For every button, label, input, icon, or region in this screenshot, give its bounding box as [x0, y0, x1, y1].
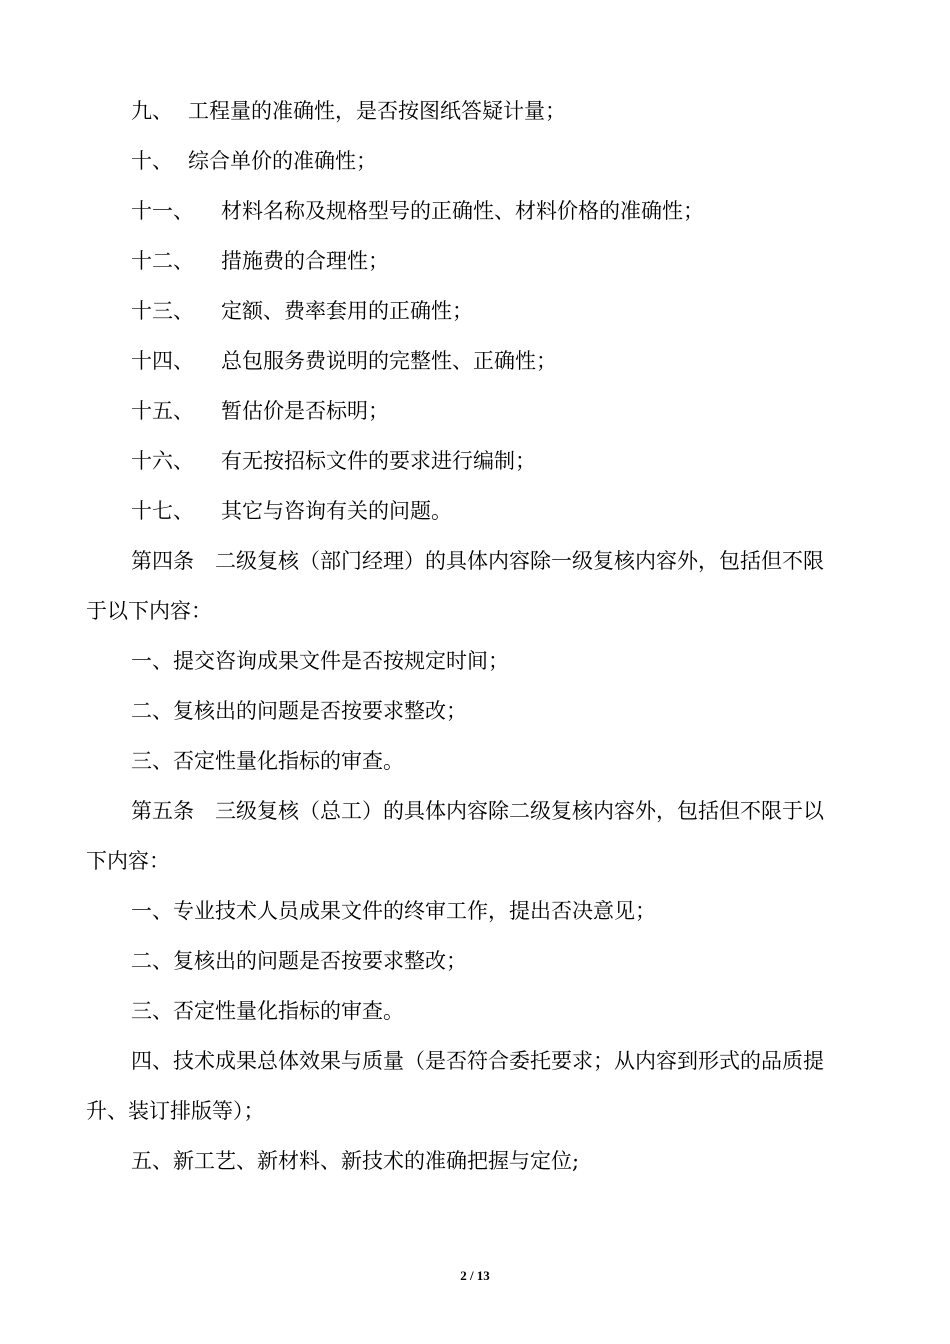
list-item: [86, 486, 876, 536]
item-number: 十一、: [131, 199, 194, 223]
item-number: 十二、: [131, 249, 194, 273]
article-4-heading-cont: 于以下内容：: [86, 599, 212, 623]
list-item: 二、复核出的问题是否按要求整改；: [131, 949, 467, 973]
list-item: [86, 86, 876, 136]
list-item: 一、专业技术人员成果文件的终审工作，提出否决意见；: [131, 899, 656, 923]
list-item: [86, 286, 876, 336]
list-item: 三、否定性量化指标的审查。: [131, 749, 404, 773]
list-item-4-line1: 四、技术成果总体效果与质量（是否符合委托要求；从内容到形式的品质提: [131, 1049, 824, 1073]
list-item: [86, 136, 876, 186]
item-text: 综合单价的准确性；: [188, 149, 377, 173]
item-text: 定额、费率套用的正确性；: [221, 299, 473, 323]
list-item: 三、否定性量化指标的审查。: [131, 999, 404, 1023]
item-number: 十五、: [131, 399, 194, 423]
list-item: [86, 236, 876, 286]
list-item: [86, 436, 876, 486]
item-number: 十、: [131, 149, 173, 173]
item-number: 十六、: [131, 449, 194, 473]
page-number: 2 / 13: [460, 1268, 490, 1283]
item-number: 十三、: [131, 299, 194, 323]
item-text: 有无按招标文件的要求进行编制；: [221, 449, 536, 473]
item-text: 措施费的合理性；: [221, 249, 389, 273]
item-text: 总包服务费说明的完整性、正确性；: [221, 349, 557, 373]
list-item-5: 五、新工艺、新材料、新技术的准确把握与定位;: [131, 1149, 580, 1173]
list-item: [86, 386, 876, 436]
list-item: [86, 186, 876, 236]
item-text: 其它与咨询有关的问题。: [221, 499, 452, 523]
article-5: [86, 786, 876, 886]
list-item-4-line2: 升、装订排版等）；: [86, 1099, 265, 1123]
article-4-heading: 第四条 二级复核（部门经理）的具体内容除一级复核内容外，包括但不限: [131, 549, 824, 573]
list-item-4: [86, 1036, 876, 1136]
document-body: [86, 86, 876, 1186]
article-5-heading-cont: 下内容：: [86, 849, 170, 873]
item-number: 十七、: [131, 499, 194, 523]
list-item: [86, 336, 876, 386]
item-number: 十四、: [131, 349, 194, 373]
item-number: 九、: [131, 99, 173, 123]
item-text: 材料名称及规格型号的正确性、材料价格的准确性；: [221, 199, 704, 223]
list-item: 二、复核出的问题是否按要求整改；: [131, 699, 467, 723]
article-4: [86, 536, 876, 636]
item-text: 工程量的准确性，是否按图纸答疑计量；: [188, 99, 566, 123]
item-text: 暂估价是否标明；: [221, 399, 389, 423]
article-5-heading: 第五条 三级复核（总工）的具体内容除二级复核内容外，包括但不限于以: [131, 799, 824, 823]
list-item: 一、提交咨询成果文件是否按规定时间；: [131, 649, 509, 673]
